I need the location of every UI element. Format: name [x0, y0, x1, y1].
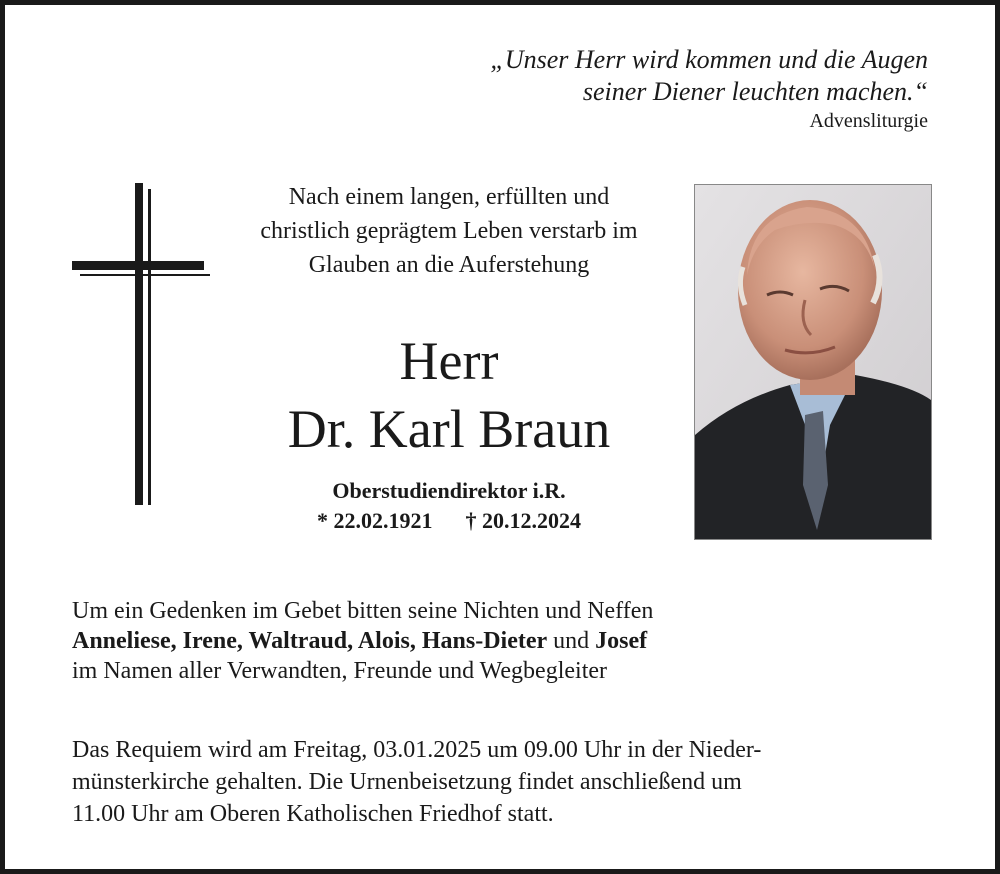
mourner-name: Waltraud [248, 628, 348, 654]
mourners-closing: im Namen aller Verwandten, Freunde und Wegbegleiter [72, 658, 608, 684]
quote [490, 44, 928, 108]
death-date: † 20.12.2024 [465, 508, 581, 533]
cross-icon [72, 183, 212, 508]
name-separator: , [409, 628, 422, 654]
service-line: münsterkirche gehalten. Die Urnenbeisetzung findet anschließend um [72, 769, 742, 795]
name-separator: , [236, 628, 249, 654]
quote-line: seiner Diener leuchten machen.“ [582, 77, 928, 106]
service-paragraph [72, 734, 942, 830]
mourner-name: Hans-Dieter [421, 628, 548, 654]
mourner-name: Irene [182, 628, 237, 654]
deceased-name: Dr. Karl Braun [287, 399, 611, 459]
quote-source: Advensliturgie [809, 110, 928, 132]
life-dates [225, 506, 673, 536]
service-line: Das Requiem wird am Freitag, 03.01.2025 um 09.00 Uhr in der Nieder- [72, 737, 762, 763]
intro-line: Glauben an die Auferstehung [308, 252, 590, 278]
mourners-names [72, 626, 942, 656]
deceased-title: Oberstudiendirektor i.R. [332, 478, 566, 503]
birth-date: * 22.02.1921 [317, 508, 433, 533]
mourner-name: Alois [357, 628, 410, 654]
service-line: 11.00 Uhr am Oberen Katholischen Friedhof statt. [72, 801, 554, 827]
mourner-name: Josef [595, 628, 648, 654]
and-word: und [553, 628, 590, 654]
name-separator: , [170, 628, 183, 654]
salutation: Herr [399, 331, 499, 391]
name-separator: , [347, 628, 358, 654]
quote-line: „Unser Herr wird kommen und die Augen [490, 45, 928, 74]
intro-text [225, 180, 673, 282]
intro-line: Nach einem langen, erfüllten und [288, 184, 610, 210]
portrait-photo [694, 184, 932, 540]
mourners-intro: Um ein Gedenken im Gebet bitten seine Nichten und Neffen [72, 598, 654, 624]
mourners-paragraph [72, 596, 942, 686]
intro-line: christlich geprägtem Leben verstarb im [260, 218, 638, 244]
mourner-name: Anneliese [72, 628, 171, 654]
